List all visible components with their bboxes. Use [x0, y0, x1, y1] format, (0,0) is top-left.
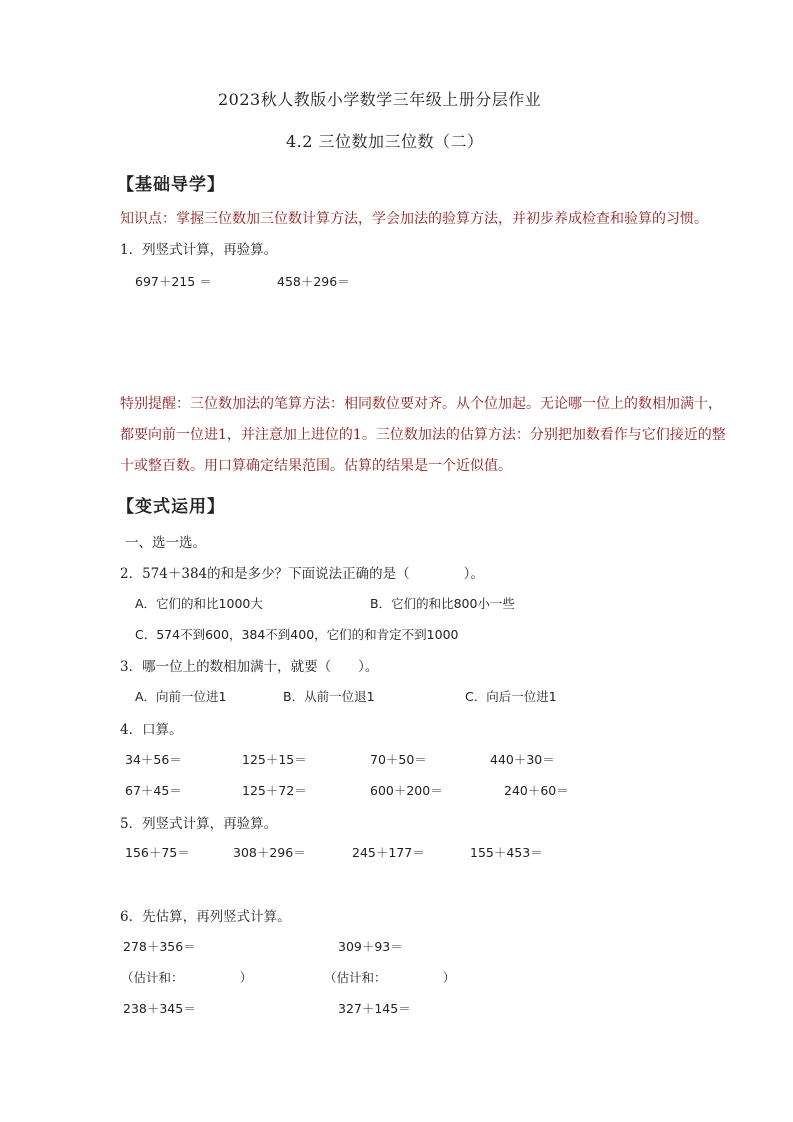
- section-basic-heading: 【基础导学】: [117, 175, 225, 195]
- q1-item: 697＋215 ＝: [135, 274, 212, 289]
- question-6-label: 6．先估算，再列竖式计算。: [120, 909, 291, 925]
- q6-item: 327＋145＝: [338, 1001, 411, 1016]
- special-tip: [120, 389, 726, 482]
- knowledge-point: 知识点：掌握三位数加三位数计算方法，学会加法的验算方法，并初步养成检查和验算的习惯。: [120, 211, 708, 227]
- tip-line: 都要向前一位进1，并注意加上进位的1。三位数加法的估算方法：分别把加数看作与它们接近的整: [120, 427, 726, 443]
- q4-item: 67＋45＝: [125, 783, 182, 798]
- question-3-label: 3．哪一位上的数相加满十，就要（ ）。: [120, 659, 379, 675]
- q4-item: 125＋15＝: [242, 752, 307, 767]
- q6-estimate: （估计和： ）: [324, 970, 456, 985]
- question-4-label: 4．口算。: [120, 722, 183, 738]
- q4-item: 125＋72＝: [242, 783, 307, 798]
- lesson-subtitle: 4.2 三位数加三位数（二）: [286, 132, 484, 151]
- tip-line: 十或整百数。用口算确定结果范围。估算的结果是一个近似值。: [120, 458, 512, 474]
- question-2-label: 2．574＋384的和是多少？下面说法正确的是（ ）。: [120, 566, 484, 582]
- q3-option-a: A．向前一位进1: [135, 689, 227, 704]
- q3-option-c: C．向后一位进1: [465, 689, 557, 704]
- q6-item: 278＋356＝: [123, 939, 196, 954]
- q6-estimate: （估计和： ）: [121, 970, 253, 985]
- question-5-label: 5．列竖式计算，再验算。: [120, 816, 278, 832]
- q4-item: 440＋30＝: [490, 752, 555, 767]
- q2-option-a: A．它们的和比1000大: [135, 596, 263, 611]
- q6-item: 238＋345＝: [123, 1001, 196, 1016]
- part-1-label: 一、选一选。: [125, 535, 206, 551]
- tip-line: 特别提醒：三位数加法的笔算方法：相同数位要对齐。从个位加起。无论哪一位上的数相加满十，: [120, 396, 722, 412]
- q5-item: 156＋75＝: [125, 845, 190, 860]
- q4-item: 34＋56＝: [125, 752, 182, 767]
- question-1-label: 1．列竖式计算，再验算。: [120, 242, 278, 258]
- q6-item: 309＋93＝: [338, 939, 403, 954]
- q4-item: 70＋50＝: [370, 752, 427, 767]
- q5-item: 308＋296＝: [233, 845, 306, 860]
- q4-item: 600＋200＝: [370, 783, 443, 798]
- q4-item: 240＋60＝: [504, 783, 569, 798]
- section-variant-heading: 【变式运用】: [117, 497, 225, 517]
- q3-option-b: B．从前一位退1: [283, 689, 375, 704]
- q2-option-c: C．574不到600，384不到400，它们的和肯定不到1000: [135, 627, 459, 642]
- document-title: 2023秋人教版小学数学三年级上册分层作业: [218, 90, 542, 109]
- q5-item: 155＋453＝: [470, 845, 543, 860]
- q1-item: 458＋296＝: [277, 274, 350, 289]
- q5-item: 245＋177＝: [352, 845, 425, 860]
- q2-option-b: B．它们的和比800小一些: [370, 596, 515, 611]
